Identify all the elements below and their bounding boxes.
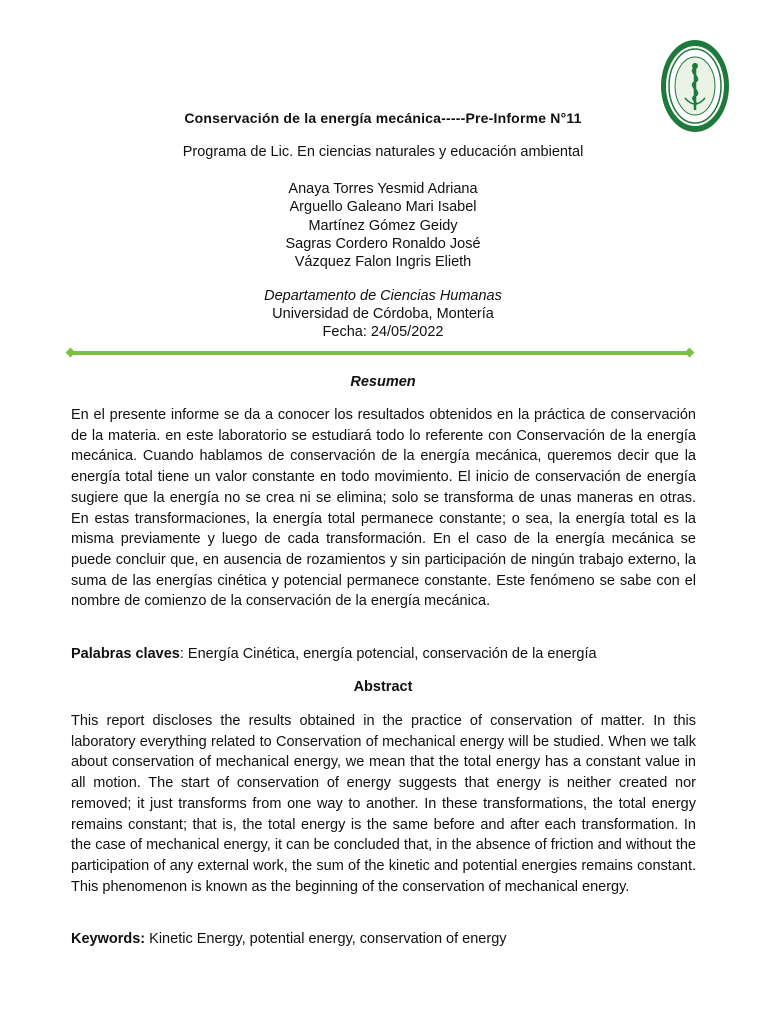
document-title: Conservación de la energía mecánica-----Pre-Informe N°11 xyxy=(184,110,582,126)
resumen-body: En el presente informe se da a conocer los resultados obtenidos en la práctica de conservación de la materia. en este laboratorio se estudiará todo lo referente con Conservación de la energía mecánica. Cuando hablamos de conservación de la energía mecánica, queremos decir que la energía total tiene un valor constante en todo movimiento. El inicio de conservación de energía sugiere que la energía no se crea ni se elimina; solo se transforma de unas maneras en otras. En estas transformaciones, la energía total permanece constante; o sea, la energía total es la misma previamente y luego de cada transformación. En el caso de la energía mecánica se puede concluir que, en ausencia de rozamientos y sin participación de ningún trabajo externo, la suma de las energías cinética y potencial permanece constante. Este fenómeno se sabe con el nombre de comienzo de la conservación de la energía mecánica. xyxy=(71,407,696,610)
report-date: Fecha: 24/05/2022 xyxy=(322,324,444,340)
abstract-heading: Abstract xyxy=(353,679,413,695)
keywords-text: Kinetic Energy, potential energy, conservation of energy xyxy=(145,931,507,947)
university: Universidad de Córdoba, Montería xyxy=(272,306,494,322)
affiliation-block xyxy=(70,287,696,341)
keywords-label: Keywords: xyxy=(71,931,146,947)
author-name: Sagras Cordero Ronaldo José xyxy=(285,235,481,252)
resumen-heading: Resumen xyxy=(350,374,416,390)
section-divider xyxy=(70,351,690,355)
author-name: Vázquez Falon Ingris Elieth xyxy=(294,254,472,271)
palabras-claves-label: Palabras claves xyxy=(71,646,180,662)
palabras-claves-text: : Energía Cinética, energía potencial, conservación de la energía xyxy=(179,646,597,662)
palabras-claves xyxy=(71,646,696,662)
author-name: Martínez Gómez Geidy xyxy=(308,217,458,234)
author-name: Anaya Torres Yesmid Adriana xyxy=(288,181,478,197)
abstract-body: This report discloses the results obtained in the practice of conservation of matter. In this laboratory everything related to Conservation of mechanical energy will be studied. When we talk about conservation of mechanical energy, we mean that the total energy has a constant value in all motion. The start of conservation of energy suggests that energy is neither created nor removed; it just transforms from one way to another. In these transformations, the total energy remains constant; that is, the total energy is the same before and after each transformation. In the case of mechanical energy, it can be concluded that, in the absence of friction and without the participation of any external work, the sum of the kinetic and potential energies remains constant. This phenomenon is known as the beginning of the conservation of mechanical energy. xyxy=(71,713,696,895)
keywords xyxy=(71,931,696,947)
author-list xyxy=(70,180,696,271)
author-name: Arguello Galeano Mari Isabel xyxy=(289,199,477,216)
department: Departamento de Ciencias Humanas xyxy=(264,288,502,304)
program-name: Programa de Lic. En ciencias naturales y educación ambiental xyxy=(182,144,584,160)
